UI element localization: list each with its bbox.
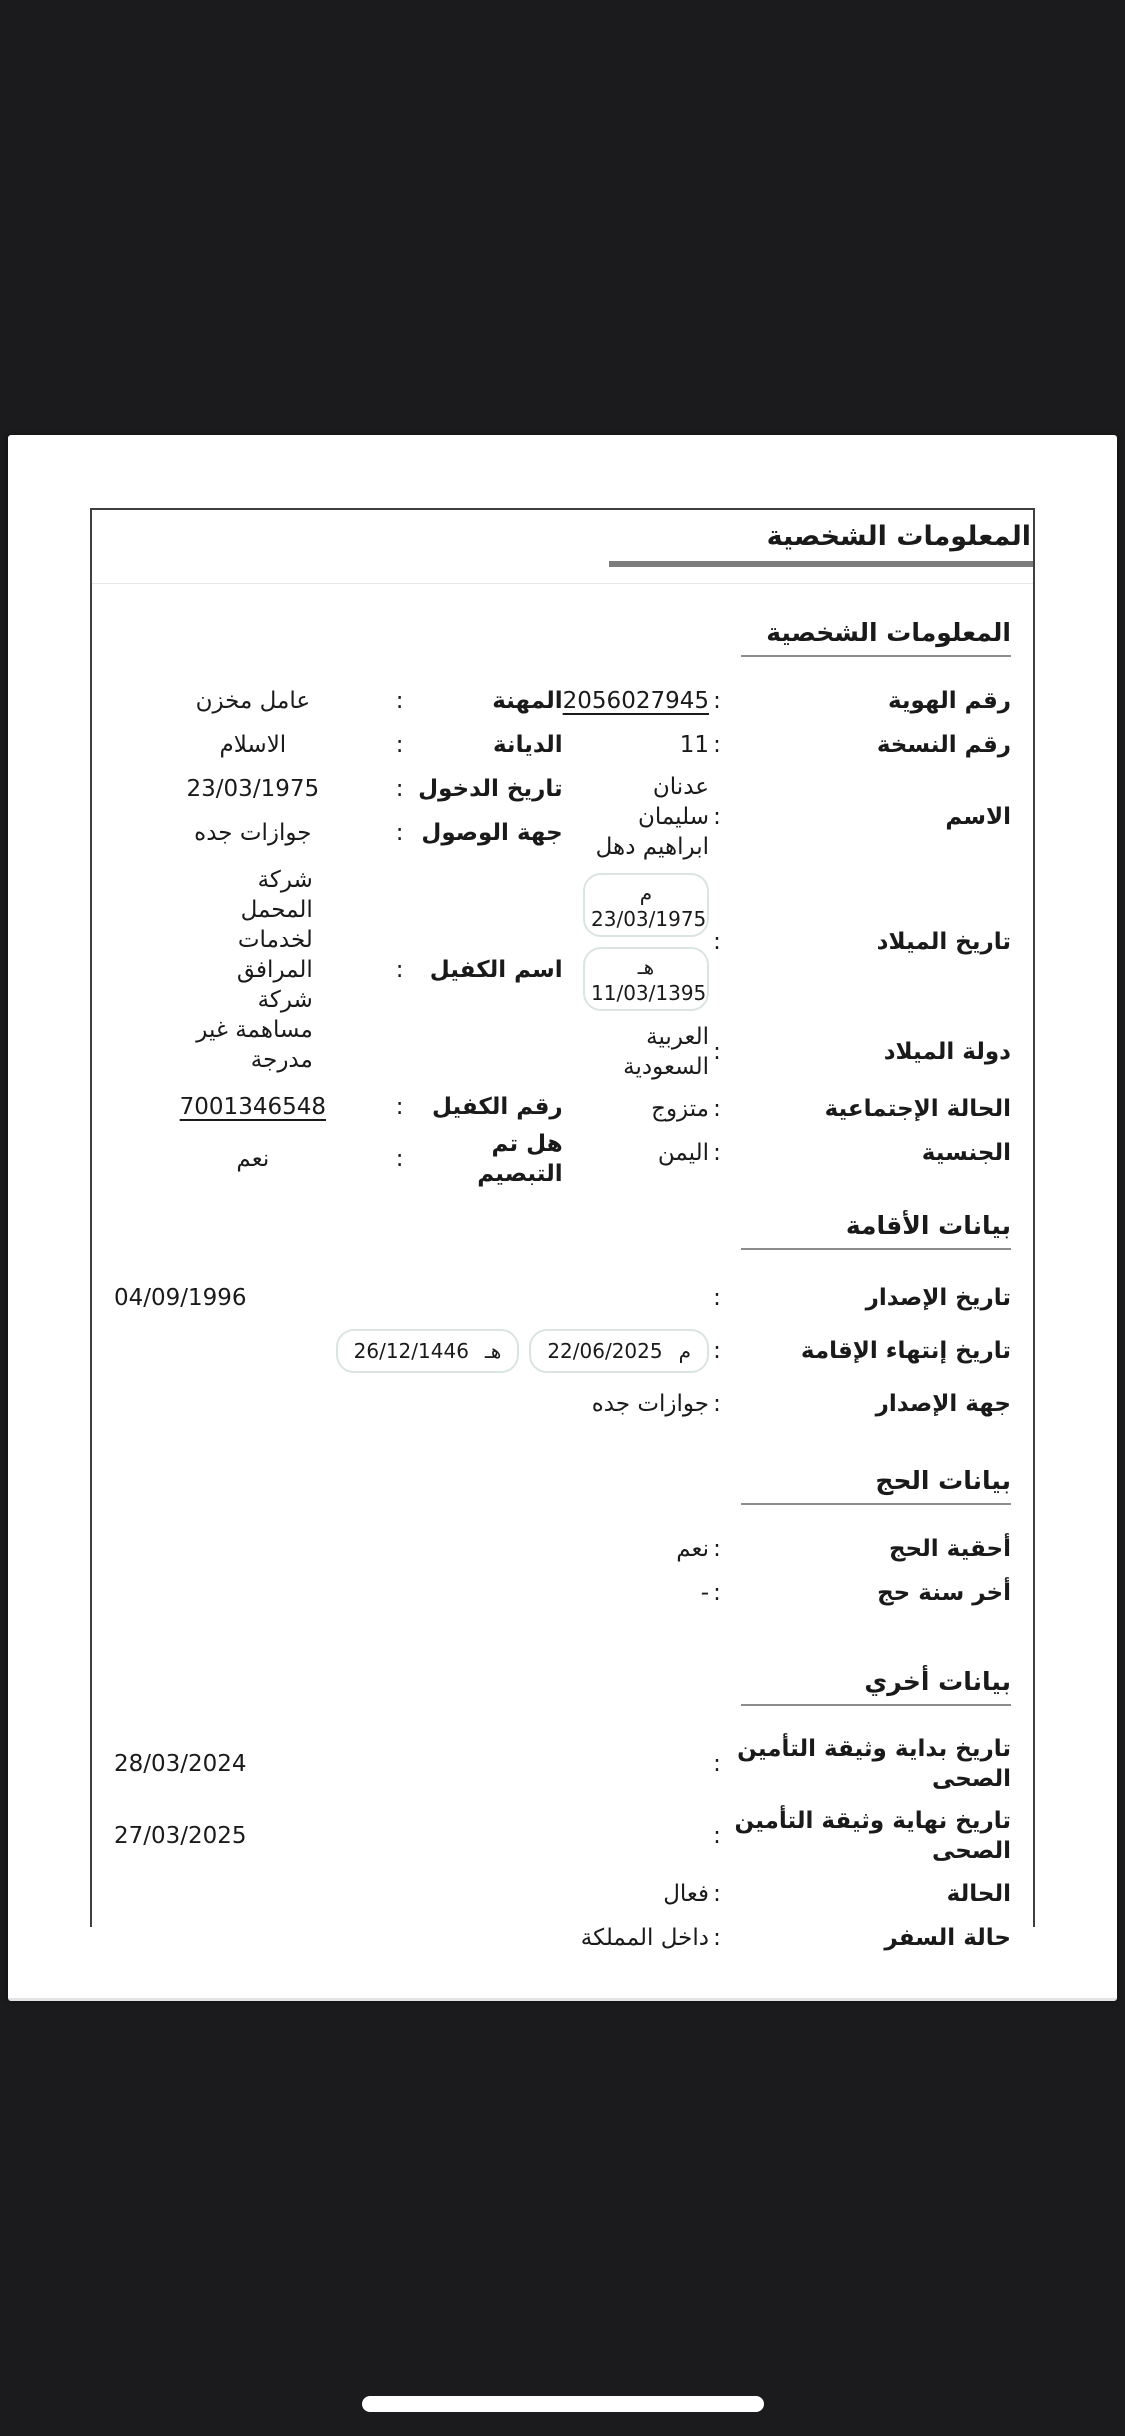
field-label: الحالة (946, 1881, 1011, 1907)
field-status (114, 1872, 1011, 1916)
section-underline (741, 1704, 1011, 1706)
colon: : (713, 1925, 721, 1951)
field-insurance-start (114, 1728, 1011, 1800)
field-label: تاريخ نهاية وثيقة التأمين الصحى (734, 1808, 1011, 1864)
field-label: رقم الهوية (887, 688, 1011, 714)
colon: : (713, 1338, 721, 1364)
expiry-date-pills (114, 1329, 709, 1373)
colon: : (713, 1536, 721, 1562)
field-label: تاريخ إنتهاء الإقامة (800, 1338, 1011, 1364)
field-label: تاريخ الدخول (418, 776, 563, 802)
field-value: - (700, 1580, 709, 1606)
field-birth-date (563, 867, 1011, 1017)
date-value: 11/03/1395 (591, 981, 707, 1005)
field-label: رقم النسخة (876, 732, 1011, 758)
field-label: أخر سنة حج (877, 1580, 1011, 1606)
field-label: هل تم التبصيم (477, 1131, 563, 1187)
colon: : (713, 1580, 721, 1606)
field-value: نعم (676, 1536, 709, 1562)
field-value: العربية السعودية (623, 1024, 709, 1080)
hijri-date-pill (583, 947, 709, 1011)
field-label: تاريخ بداية وثيقة التأمين الصحى (737, 1736, 1011, 1792)
document-page (8, 435, 1117, 2001)
era-symbol: م (639, 881, 653, 905)
date-value: 23/03/1975 (591, 907, 707, 931)
field-label: دولة الميلاد (883, 1039, 1011, 1065)
era-symbol: هـ (484, 1339, 502, 1363)
field-marital-status (563, 1087, 1011, 1131)
field-religion (114, 723, 563, 767)
field-value: نعم (236, 1146, 270, 1172)
page-title: المعلومات الشخصية (766, 521, 1031, 552)
era-symbol: هـ (637, 955, 655, 979)
colon: : (713, 1140, 721, 1166)
colon: : (395, 688, 404, 714)
colon: : (395, 732, 404, 758)
colon: : (713, 804, 721, 830)
field-label: الديانة (492, 732, 563, 758)
residence-rows (114, 1276, 1011, 1426)
colon: : (713, 1751, 721, 1777)
personal-column-right (563, 679, 1011, 1189)
field-label: الاسم (945, 804, 1011, 830)
field-version-number (563, 723, 1011, 767)
colon: : (713, 732, 721, 758)
field-label: اسم الكفيل (429, 957, 563, 983)
birth-date-pills (583, 873, 709, 1011)
era-symbol: م (678, 1339, 691, 1363)
field-sponsor-number (114, 1085, 563, 1129)
field-last-hajj-year (114, 1571, 1011, 1615)
field-value: جوازات جده (591, 1391, 709, 1417)
title-underline-bar (609, 561, 1033, 567)
field-label: تاريخ الإصدار (865, 1285, 1011, 1311)
field-fingerprinted (114, 1129, 563, 1189)
hajj-rows (114, 1527, 1011, 1615)
section-underline (741, 1248, 1011, 1250)
field-value: فعال (663, 1881, 709, 1907)
field-value: 23/03/1975 (186, 776, 320, 802)
field-id-number (563, 679, 1011, 723)
field-insurance-end (114, 1800, 1011, 1872)
field-entry-date (114, 767, 563, 811)
colon: : (395, 1094, 404, 1120)
field-residence-expiry (114, 1320, 1011, 1382)
personal-column-left (114, 679, 563, 1189)
field-label: المهنة (492, 688, 563, 714)
section-heading-other: بيانات أخري (864, 1667, 1011, 1696)
colon: : (713, 1096, 721, 1122)
hijri-date-pill (336, 1329, 520, 1373)
field-value: 11 (679, 732, 709, 758)
colon: : (395, 1146, 404, 1172)
colon: : (713, 1039, 721, 1065)
other-rows (114, 1728, 1011, 1960)
field-value: داخل المملكة (580, 1925, 709, 1951)
field-arrival-port (114, 811, 563, 855)
colon: : (713, 1881, 721, 1907)
header-divider (92, 583, 1033, 584)
colon: : (713, 929, 721, 955)
id-number-link[interactable]: 2056027945 (562, 688, 709, 714)
field-birth-country (563, 1017, 1011, 1087)
field-label: حالة السفر (884, 1925, 1011, 1951)
section-underline (741, 655, 1011, 657)
field-label: الحالة الإجتماعية (824, 1096, 1011, 1122)
section-underline (741, 1503, 1011, 1505)
field-label: تاريخ الميلاد (876, 929, 1011, 955)
field-nationality (563, 1131, 1011, 1175)
colon: : (713, 1391, 721, 1417)
colon: : (713, 688, 721, 714)
field-value: متزوج (651, 1096, 709, 1122)
field-sponsor-name (114, 855, 563, 1085)
field-label: أحقية الحج (888, 1536, 1011, 1562)
field-value: 27/03/2025 (114, 1823, 247, 1849)
field-label: رقم الكفيل (431, 1094, 563, 1120)
field-label: جهة الوصول (421, 820, 563, 846)
section-heading-personal: المعلومات الشخصية (766, 618, 1011, 647)
field-issuing-authority (114, 1382, 1011, 1426)
date-value: 22/06/2025 (547, 1339, 663, 1363)
field-name (563, 767, 1011, 867)
field-value: اليمن (657, 1140, 709, 1166)
field-value: شركة المحمل لخدمات المرافق شركة مساهمة غير مدرجة (196, 867, 313, 1073)
field-label: جهة الإصدار (875, 1391, 1011, 1417)
colon: : (395, 776, 404, 802)
field-value: 04/09/1996 (114, 1285, 247, 1311)
section-heading-residence: بيانات الأقامة (845, 1211, 1011, 1240)
field-travel-status (114, 1916, 1011, 1960)
home-indicator[interactable] (362, 2396, 764, 2412)
report-box (90, 508, 1035, 1951)
section-heading-hajj: بيانات الحج (875, 1466, 1011, 1495)
field-hajj-eligibility (114, 1527, 1011, 1571)
field-value: عدنان سليمان ابراهيم دهل (595, 774, 709, 860)
colon: : (395, 957, 404, 983)
field-label: الجنسية (921, 1140, 1011, 1166)
colon: : (713, 1823, 721, 1849)
colon: : (395, 820, 404, 846)
gregorian-date-pill (583, 873, 709, 937)
personal-info-columns (114, 679, 1011, 1189)
field-profession (114, 679, 563, 723)
field-value: الاسلام (219, 732, 287, 758)
field-value: جوازات جده (194, 820, 312, 846)
field-issue-date (114, 1276, 1011, 1320)
gregorian-date-pill (529, 1329, 709, 1373)
sponsor-number-link[interactable]: 7001346548 (179, 1094, 326, 1120)
field-value: 28/03/2024 (114, 1751, 247, 1777)
date-value: 26/12/1446 (353, 1339, 469, 1363)
colon: : (713, 1285, 721, 1311)
field-value: عامل مخزن (195, 688, 311, 714)
